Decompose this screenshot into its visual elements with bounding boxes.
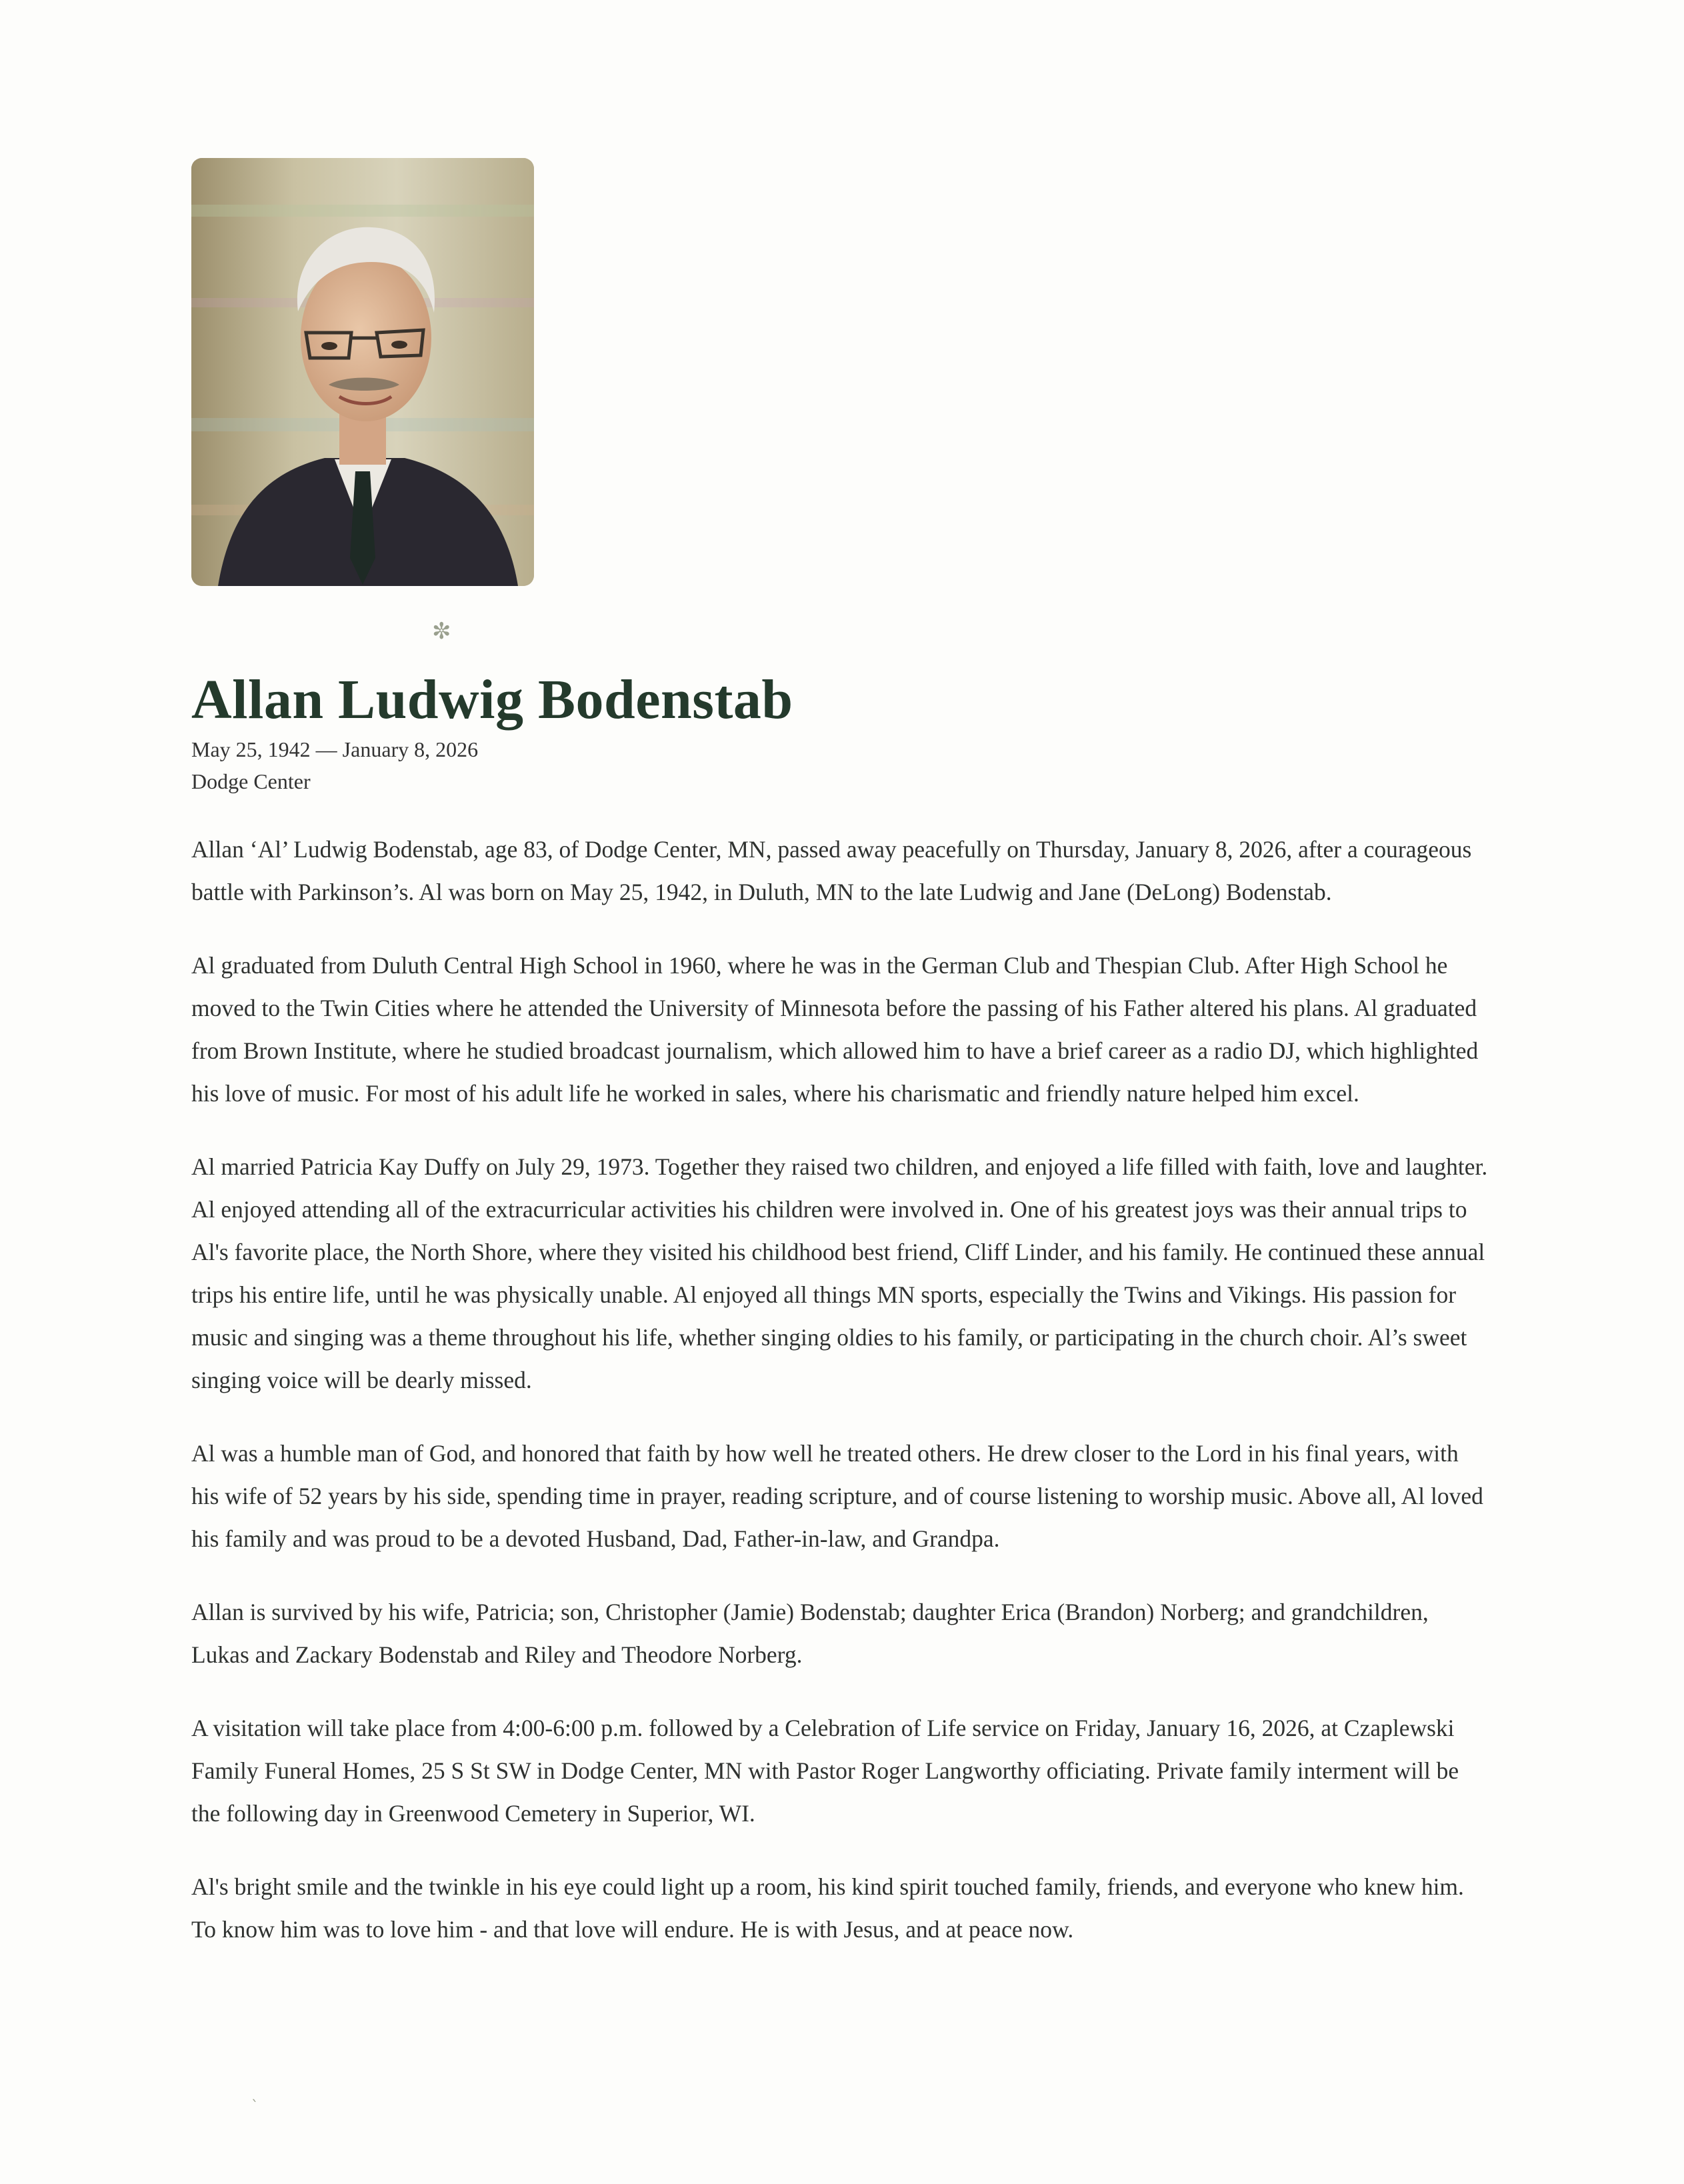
paragraph-survivors: Allan is survived by his wife, Patricia; son, Christopher (Jamie) Bodenstab; daughter Erica (Brandon) Norberg; and grandchildren, Lukas and Zackary Bodenstab and Riley and Theodore Norberg.: [191, 1599, 1429, 1668]
obituary-body: [191, 828, 1491, 1981]
paragraph-services: A visitation will take place from 4:00-6:00 p.m. followed by a Celebration of Life service on Friday, January 16, 2026, at Czaplewski Family Funeral Homes, 25 S St SW in Dodge Center, MN with Pastor Roger Langworthy officiating. Private family interment will be the following day in Greenwood Cemetery in Superior, WI.: [191, 1715, 1459, 1827]
deceased-name: Allan Ludwig Bodenstab: [191, 669, 793, 731]
life-dates: May 25, 1942 — January 8, 2026: [191, 737, 479, 761]
paragraph-education-career: Al graduated from Duluth Central High School in 1960, where he was in the German Club and Thespian Club. After High School he moved to the Twin Cities where he attended the University of Minnesota before the passing of his Father altered his plans. Al graduated from Brown Institute, where he studied broadcast journalism, which allowed him to have a brief career as a radio DJ, which highlighted his love of music. For most of his adult life he worked in sales, where his charismatic and friendly nature helped him excel.: [191, 952, 1479, 1107]
portrait-photo: [191, 158, 534, 586]
obituary-header: [191, 667, 1525, 797]
portrait-illustration: [191, 158, 534, 586]
location: Dodge Center: [191, 769, 311, 793]
scan-speck: ˋ: [251, 2099, 259, 2115]
paragraph-intro: Allan ‘Al’ Ludwig Bodenstab, age 83, of Dodge Center, MN, passed away peacefully on Thursday, January 8, 2026, after a courageous battle with Parkinson’s. Al was born on May 25, 1942, in Duluth, MN to the late Ludwig and Jane (DeLong) Bodenstab.: [191, 836, 1472, 905]
paragraph-family-life: Al married Patricia Kay Duffy on July 29, 1973. Together they raised two children, and enjoyed a life filled with faith, love and laughter. Al enjoyed attending all of the extracurricular activities his children were involved in. One of his greatest joys was their annual trips to Al's favorite place, the North Shore, where they visited his childhood best friend, Cliff Linder, and his family. He continued these annual trips his entire life, until he was physically unable. Al enjoyed all things MN sports, especially the Twins and Vikings. His passion for music and singing was a theme throughout his life, whether singing oldies to his family, or participating in the church choir. Al’s sweet singing voice will be dearly missed.: [191, 1153, 1488, 1393]
paragraph-faith: Al was a humble man of God, and honored that faith by how well he treated others. He drew closer to the Lord in his final years, with his wife of 52 years by his side, spending time in prayer, reading scripture, and of course listening to worship music. Above all, Al loved his family and was proud to be a devoted Husband, Dad, Father-in-law, and Grandpa.: [191, 1440, 1483, 1552]
paragraph-closing: Al's bright smile and the twinkle in his eye could light up a room, his kind spirit touched family, friends, and everyone who knew him. To know him was to love him - and that love will endure. He is with Jesus, and at peace now.: [191, 1873, 1464, 1943]
scan-speck: ✼: [432, 618, 451, 645]
